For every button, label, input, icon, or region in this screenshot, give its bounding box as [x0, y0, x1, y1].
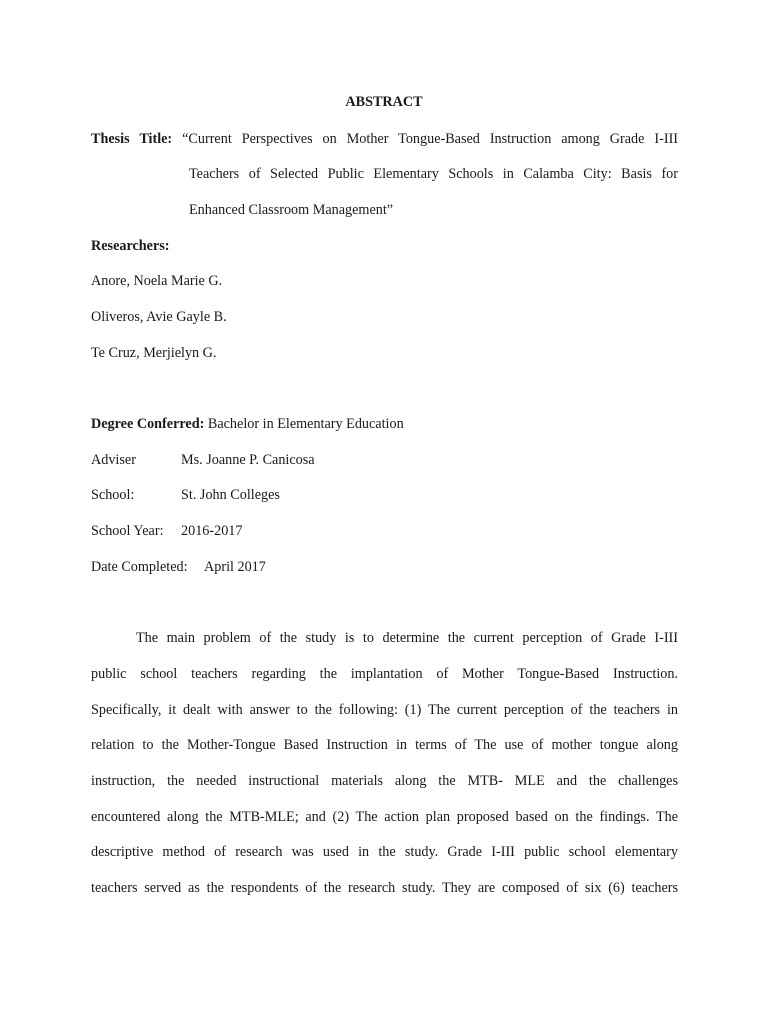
researcher-name: Oliveros, Avie Gayle B. — [91, 309, 227, 325]
thesis-title-label: Thesis Title: — [91, 131, 173, 147]
abstract-line: teachers served as the respondents of the research study. They are composed of six (6) teachers — [91, 880, 678, 896]
abstract-line: The main problem of the study is to determine the current perception of Grade I-III — [136, 630, 678, 646]
abstract-line: Specifically, it dealt with answer to the following: (1) The current perception of the teachers in — [91, 702, 678, 718]
school-year-label: School Year: — [91, 523, 164, 539]
school-year-value: 2016-2017 — [181, 523, 243, 539]
researchers-label: Researchers: — [91, 238, 170, 254]
degree-conferred — [91, 415, 404, 433]
degree-value: Bachelor in Elementary Education — [207, 416, 404, 432]
abstract-line: public school teachers regarding the implantation of Mother Tongue-Based Instruction. — [91, 666, 678, 682]
thesis-title-line-3: Enhanced Classroom Management” — [189, 202, 394, 218]
abstract-line: relation to the Mother-Tongue Based Instruction in terms of The use of mother tongue along — [91, 737, 678, 753]
adviser-label: Adviser — [91, 452, 136, 468]
adviser-value: Ms. Joanne P. Canicosa — [181, 452, 315, 468]
school-value: St. John Colleges — [181, 487, 280, 503]
abstract-line: instruction, the needed instructional materials along the MTB- MLE and the challenges — [91, 773, 678, 789]
thesis-title-line-2: Teachers of Selected Public Elementary Schools in Calamba City: Basis for — [189, 166, 678, 182]
date-completed-value: April 2017 — [204, 559, 266, 575]
abstract-line: descriptive method of research was used in the study. Grade I-III public school elementary — [91, 844, 678, 860]
date-completed-label: Date Completed: — [91, 559, 188, 575]
abstract-line: encountered along the MTB-MLE; and (2) The action plan proposed based on the findings. The — [91, 809, 678, 825]
thesis-title-line-1 — [91, 130, 678, 148]
thesis-title-text-1: “Current Perspectives on Mother Tongue-Based Instruction among Grade I-III — [182, 131, 679, 147]
abstract-heading: ABSTRACT — [345, 94, 423, 110]
degree-label: Degree Conferred: — [91, 416, 205, 432]
researcher-name: Te Cruz, Merjielyn G. — [91, 345, 217, 361]
researcher-name: Anore, Noela Marie G. — [91, 273, 223, 289]
school-label: School: — [91, 487, 135, 503]
